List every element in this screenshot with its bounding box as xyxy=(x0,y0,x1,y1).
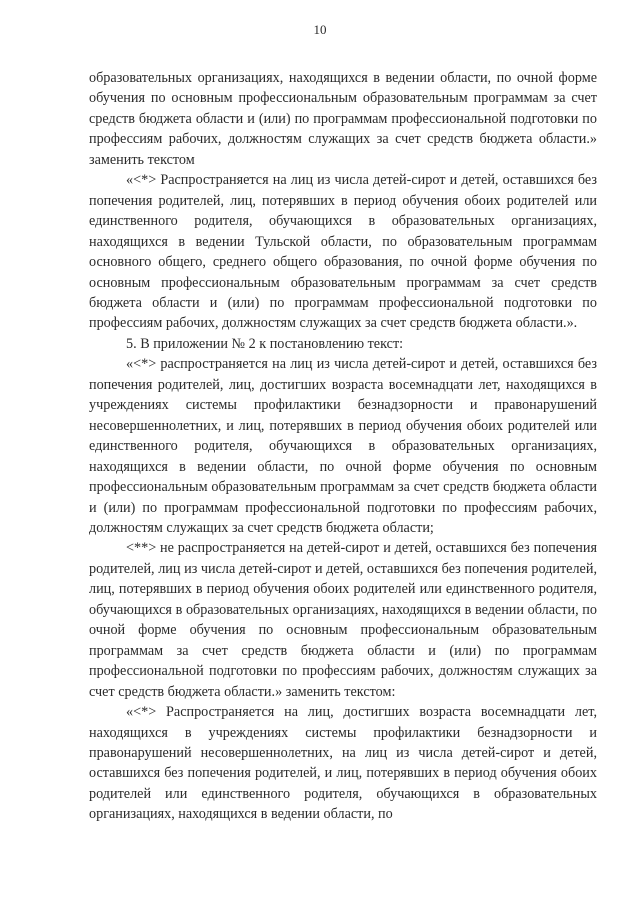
document-body xyxy=(89,68,597,825)
page-number: 10 xyxy=(313,22,327,37)
paragraph-footnote-replacement-2: «<*> Распространяется на лиц, достигших возраста восемнадцати лет, находящихся в учреждениях системы профилактики безнадзорности и правонарушений несовершеннолетних, на лиц из числа детей-сирот и детей, оставшихся без попечения родителей, и лиц, потерявших в период обучения обоих родителей или единственного родителя, обучающихся в образовательных организациях, находящихся в ведении области, по xyxy=(89,704,597,823)
paragraph-continuation: образовательных организациях, находящихся в ведении области, по очной форме обучения по основным профессиональным образовательным программам за счет средств бюджета области и (или) по программам профессиональной подготовки по профессиям рабочих, должностям служащих за счет средств бюджета области.» заменить текстом xyxy=(89,70,597,168)
paragraph-footnote-replacement-1: «<*> Распространяется на лиц из числа детей-сирот и детей, оставшихся без попечения родителей, лиц, потерявших в период обучения обоих родителей или единственного родителя, обучающихся в образовательных организациях, находящихся в ведении Тульской области, по образовательным программам основного общего, среднего общего образования, по очной форме обучения по основным профессиональным образовательным программам за счет средств бюджета области и (или) по программам профессиональной подготовки по профессиям рабочих, должностям служащих за счет средств бюджета области.». xyxy=(89,172,597,332)
paragraph-footnote-double-star: <**> не распространяется на детей-сирот и детей, оставшихся без попечения родителей, лиц из числа детей-сирот и детей, оставшихся без попечения родителей, лиц, потерявших в период обучения обоих родителей или единственного родителя, обучающихся в образовательных организациях, находящихся в ведении области, по очной форме обучения по основным профессиональным образовательным программам за счет средств бюджета области и (или) по программам профессиональной подготовки по профессиям рабочих, должностям служащих за счет средств бюджета области.» заменить текстом: xyxy=(89,540,597,700)
paragraph-footnote-single-star: «<*> распространяется на лиц из числа детей-сирот и детей, оставшихся без попечения родителей, лиц, достигших возраста восемнадцати лет, находящихся в учреждениях системы профилактики безнадзорности и правонарушений несовершеннолетних, и лиц, потерявших в период обучения обоих родителей или единственного родителя, обучающихся в образовательных организациях, находящихся в ведении области, по очной форме обучения по основным профессиональным образовательным программам за счет средств бюджета области и (или) по программам профессиональной подготовки по профессиям рабочих, должностям служащих за счет средств бюджета области; xyxy=(89,356,597,536)
paragraph-item-5: 5. В приложении № 2 к постановлению текст: xyxy=(126,335,404,352)
